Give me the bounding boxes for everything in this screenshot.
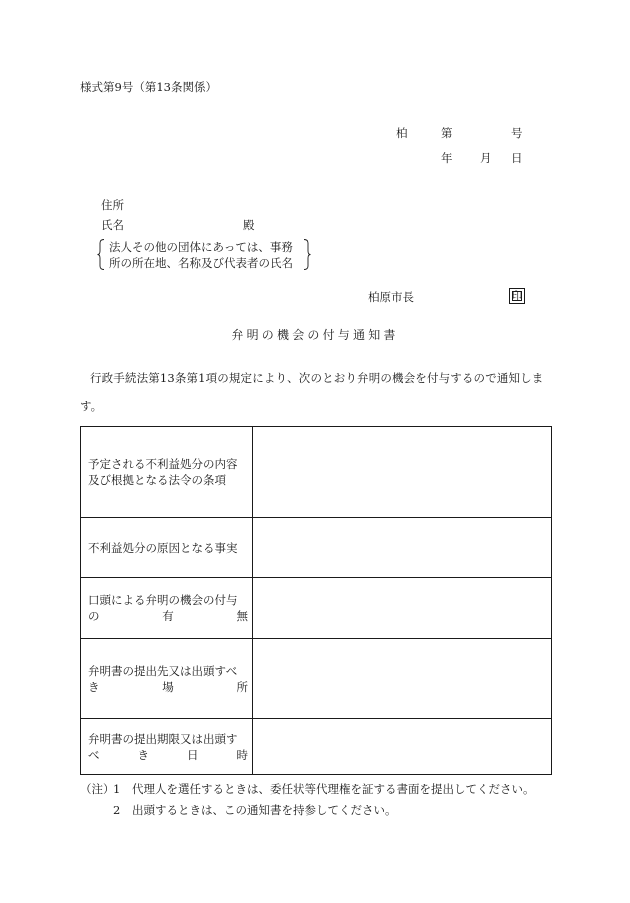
reference-dai: 第 (441, 126, 453, 140)
right-bracket-icon (303, 239, 311, 270)
label-segment: 日 (187, 747, 199, 762)
notes (80, 784, 560, 820)
date-day: 日 (511, 151, 523, 165)
seal-mark (509, 288, 525, 304)
table-row-label-line (88, 663, 248, 679)
seal-character: 印 (511, 289, 523, 302)
table-row-label-line (88, 747, 248, 763)
corporate-note-line-2: 所の所在地、名称及び代表者の氏名 (109, 256, 293, 270)
label-segment: き (88, 679, 100, 694)
body-text-line-2: す。 (80, 399, 103, 413)
table-row-label-line (88, 456, 248, 472)
table-row-value-cell[interactable] (253, 518, 552, 578)
table-row-label-cell (81, 427, 253, 518)
label-segment: べ (88, 747, 100, 762)
document-title: 弁明の機会の付与通知書 (231, 328, 399, 342)
label-segment: 予定される不利益処分の内容 (88, 457, 238, 471)
issuer-title: 柏原市長 (368, 290, 414, 304)
label-segment: 不利益処分の原因となる事実 (88, 540, 238, 555)
table-row-label (88, 592, 248, 624)
corporate-note-line-1: 法人その他の団体にあっては、事務 (109, 240, 293, 254)
table-row (81, 719, 552, 775)
table-row-value-cell[interactable] (253, 639, 552, 719)
reference-go: 号 (511, 126, 523, 140)
table-row-value-cell[interactable] (253, 578, 552, 639)
table-row-label-line (88, 592, 248, 608)
table-row-label-cell (81, 578, 253, 639)
table-row-label-cell (81, 639, 253, 719)
label-segment: 口頭による弁明の機会の付与 (88, 593, 238, 607)
label-segment: 無 (236, 609, 248, 623)
body-text-line-1: 行政手続法第13条第1項の規定により、次のとおり弁明の機会を付与するので通知しま (90, 371, 544, 385)
table-row-label-line (88, 540, 248, 556)
note-1-text: 代理人を選任するときは、委任状等代理権を証する書面を提出してください。 (132, 782, 535, 796)
table-row-label (88, 731, 248, 763)
table-row-label (88, 540, 248, 556)
table-row (81, 578, 552, 639)
left-bracket-icon (97, 239, 105, 270)
table-row-label-line (88, 608, 248, 624)
table-row (81, 427, 552, 518)
label-segment: 有 (162, 609, 174, 623)
label-segment: き (137, 747, 149, 762)
notice-table (80, 426, 552, 775)
label-segment: の (88, 609, 100, 623)
table-row (81, 518, 552, 578)
form-number: 様式第9号（第13条関係） (80, 80, 217, 94)
label-segment: 弁明書の提出先又は出頭すべ (88, 663, 238, 678)
honorific: 殿 (243, 218, 255, 232)
label-segment: 場 (162, 679, 174, 694)
address-label: 住所 (101, 198, 124, 212)
table-row-label-cell (81, 719, 253, 775)
notes-prefix: （注） (80, 782, 115, 796)
reference-prefix: 柏 (396, 126, 408, 140)
label-segment: 所 (236, 679, 248, 694)
table-row-label (88, 663, 248, 695)
note-1-number: 1 (113, 782, 121, 796)
name-label: 氏名 (101, 218, 124, 232)
label-segment: 時 (236, 747, 248, 762)
table-row-value-cell[interactable] (253, 719, 552, 775)
table-row (81, 639, 552, 719)
table-row-label-line (88, 472, 248, 488)
note-2-number: 2 (113, 803, 121, 817)
date-year: 年 (441, 151, 453, 165)
table-row-label (88, 456, 248, 488)
table-row-value-cell[interactable] (253, 427, 552, 518)
label-segment: 弁明書の提出期限又は出頭す (88, 731, 238, 746)
date-month: 月 (480, 151, 492, 165)
table-row-label-cell (81, 518, 253, 578)
corporate-note (97, 239, 311, 270)
table-row-label-line (88, 731, 248, 747)
note-2-text: 出頭するときは、この通知書を持参してください。 (132, 803, 397, 817)
label-segment: 及び根拠となる法令の条項 (88, 473, 226, 487)
table-row-label-line (88, 679, 248, 695)
